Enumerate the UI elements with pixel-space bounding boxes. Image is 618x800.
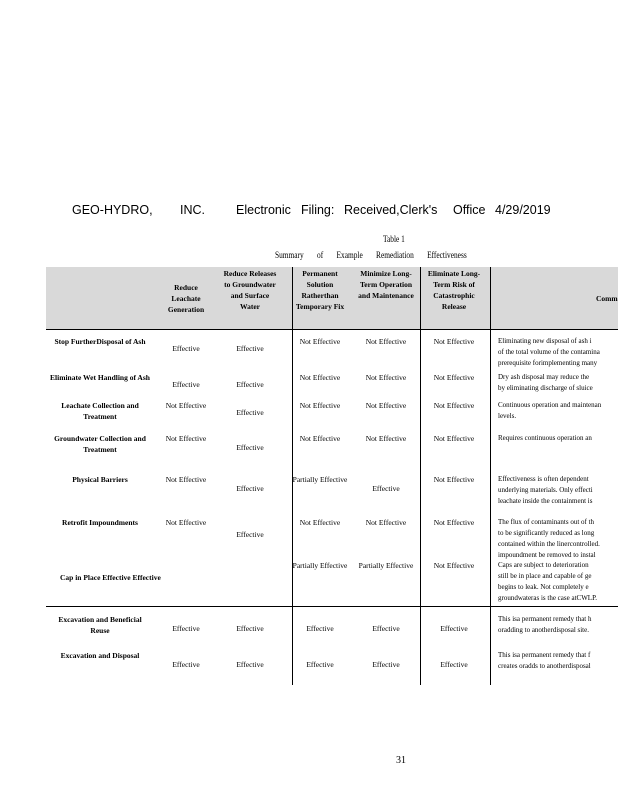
header-company: GEO-HYDRO,	[72, 203, 153, 217]
comment-line: oradding to anotherdisposal site.	[498, 626, 589, 634]
row-comment	[498, 372, 618, 394]
page-number: 31	[396, 755, 406, 766]
header-divider	[46, 329, 618, 330]
row-cell-3: Not Effective	[299, 518, 341, 527]
header-date: 4/29/2019	[495, 203, 551, 217]
row-cell-5: Not Effective	[433, 518, 475, 527]
comment-line: still be in place and capable of ge	[498, 572, 592, 580]
table-label: Table 1	[383, 234, 405, 244]
row-cell-1: Effective	[172, 624, 200, 633]
row-cell-2: Effective	[236, 530, 264, 539]
row-cell-2: Effective	[236, 380, 264, 389]
row-comment	[498, 650, 618, 672]
col-header-4: Minimize Long-Term Operation and Maintenance	[358, 269, 414, 300]
row-label: Physical Barriers	[72, 475, 128, 484]
row-cell-2: Effective	[236, 484, 264, 493]
comment-line: This isa permanent remedy that f	[498, 651, 591, 659]
row-cell-2: Effective	[236, 344, 264, 353]
comment-line: This isa permanent remedy that h	[498, 615, 592, 623]
row-comment	[498, 433, 618, 444]
comment-line: begins to leak. Not completely e	[498, 583, 589, 591]
row-cell-3: Not Effective	[299, 373, 341, 382]
comment-line: to be significantly reduced as long	[498, 529, 595, 537]
comment-line: of the total volume of the contamina	[498, 348, 600, 356]
row-cell-1: Not Effective	[165, 401, 207, 410]
row-cell-3: Not Effective	[299, 337, 341, 346]
col-header-1: Reduce Leachate Generation	[167, 283, 205, 314]
row-comment	[498, 517, 618, 561]
row-cell-5: Not Effective	[433, 337, 475, 346]
row-comment	[498, 560, 618, 604]
row-cell-4: Partially Effective	[358, 561, 414, 570]
col-header-5: Eliminate Long-Term Risk of Catastrophic Release	[427, 269, 481, 311]
comment-line: Eliminating new disposal of ash i	[498, 337, 592, 345]
col-line-2	[420, 267, 421, 685]
row-cell-1: Effective	[172, 660, 200, 669]
row-label: Stop FurtherDisposal of Ash	[54, 337, 146, 346]
header-electronic: Electronic	[236, 203, 291, 217]
row-label: Leachate Collection and Treatment	[61, 401, 139, 421]
row-cell-3: Partially Effective	[292, 475, 348, 484]
row-comment	[498, 614, 618, 636]
comment-line: Continuous operation and maintenan	[498, 401, 602, 409]
comment-line: prerequisite forimplementing many	[498, 359, 598, 367]
comment-line: underlying materials. Only effecti	[498, 486, 593, 494]
comment-line: Caps are subject to deterioration	[498, 561, 589, 569]
row-cell-5: Effective	[440, 660, 468, 669]
row-label: Cap in Place Effective Effective	[60, 573, 161, 582]
section-divider	[46, 606, 618, 607]
header-received: Received,Clerk's	[344, 203, 438, 217]
row-cell-4: Not Effective	[365, 401, 407, 410]
row-cell-4: Not Effective	[365, 373, 407, 382]
comment-line: leachate inside the containment is	[498, 497, 593, 505]
row-cell-5: Not Effective	[433, 373, 475, 382]
row-cell-2: Effective	[236, 624, 264, 633]
table-title: Summary of Example Remediation Effectiveness	[275, 250, 467, 260]
row-label: Retrofit Impoundments	[62, 518, 138, 527]
row-cell-1: Not Effective	[165, 475, 207, 484]
col-header-3: Permanent Solution Ratherthan Temporary Fix	[295, 269, 345, 311]
row-cell-4: Not Effective	[365, 518, 407, 527]
row-cell-5: Not Effective	[433, 475, 475, 484]
row-cell-2: Effective	[236, 443, 264, 452]
row-cell-5: Not Effective	[433, 561, 475, 570]
header-filing: Filing:	[301, 203, 335, 217]
row-cell-1: Not Effective	[165, 434, 207, 443]
row-cell-1: Effective	[172, 380, 200, 389]
col-line-3	[490, 267, 491, 685]
comment-line: contained within the linercontrolled.	[498, 540, 600, 548]
row-cell-3: Effective	[306, 660, 334, 669]
row-cell-1: Not Effective	[165, 518, 207, 527]
row-cell-4: Not Effective	[365, 337, 407, 346]
row-cell-4: Effective	[372, 660, 400, 669]
comment-line: levels.	[498, 412, 517, 420]
row-comment	[498, 336, 618, 369]
row-cell-3: Not Effective	[299, 401, 341, 410]
row-cell-2: Effective	[236, 408, 264, 417]
col-header-2: Reduce Releases to Groundwater and Surface Water	[223, 269, 277, 311]
comment-line: groundwateras is the case atCWLP.	[498, 594, 597, 602]
row-cell-5: Not Effective	[433, 434, 475, 443]
row-cell-4: Effective	[372, 624, 400, 633]
row-label: Excavation and Beneficial Reuse	[58, 615, 142, 635]
row-cell-3: Effective	[306, 624, 334, 633]
row-comment	[498, 400, 618, 422]
row-cell-3: Partially Effective	[292, 561, 348, 570]
row-cell-4: Effective	[372, 484, 400, 493]
row-label: Groundwater Collection and Treatment	[54, 434, 146, 454]
row-cell-3: Not Effective	[299, 434, 341, 443]
comment-line: creates oradds to anotherdisposal	[498, 662, 591, 670]
row-label: Excavation and Disposal	[60, 651, 140, 660]
comment-line: Requires continuous operation an	[498, 434, 592, 442]
row-label: Eliminate Wet Handling of Ash	[50, 373, 150, 382]
comment-line: Effectiveness is often dependent	[498, 475, 589, 483]
row-cell-5: Effective	[440, 624, 468, 633]
row-cell-1: Effective	[172, 344, 200, 353]
comment-line: impoundment be removed to instal	[498, 551, 596, 559]
col-header-6: Comm	[596, 294, 618, 303]
header-inc: INC.	[180, 203, 205, 217]
row-cell-5: Not Effective	[433, 401, 475, 410]
comment-line: The flux of contaminants out of th	[498, 518, 595, 526]
header-office: Office	[453, 203, 486, 217]
comment-line: by eliminating discharge of sluice	[498, 384, 593, 392]
comment-line: Dry ash disposal may reduce the	[498, 373, 590, 381]
row-comment	[498, 474, 618, 507]
row-cell-2: Effective	[236, 660, 264, 669]
row-cell-4: Not Effective	[365, 434, 407, 443]
